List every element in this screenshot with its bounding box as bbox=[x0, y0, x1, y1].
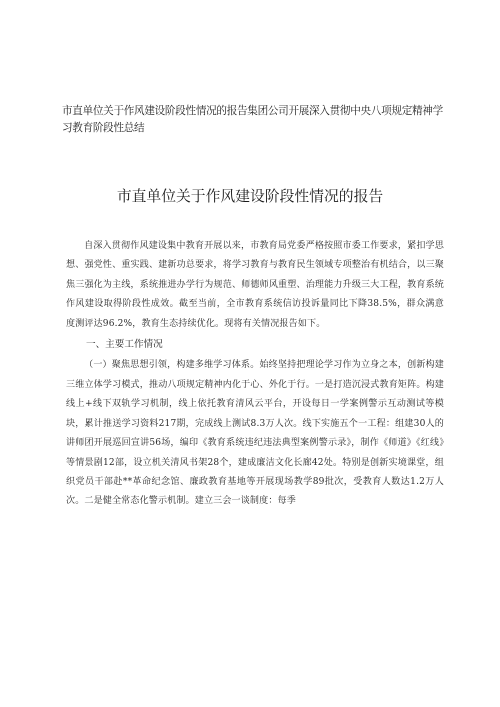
document-title: 市直单位关于作风建设阶段性情况的报告集团公司开展深入贯彻中央八项规定精神学习教育阶段性总结 bbox=[62, 105, 443, 134]
section-paragraph: （一）聚焦思想引领，构建多维学习体系。始终坚持把理论学习作为立身之本，创新构建三维立体学习模式，推动八项规定精神内化于心、外化于行。一是打造沉浸式教育矩阵。构建线上+线下双轨学习机制，线上依托教育清风云平台，开设每日一学案例警示互动测试等模块，累计推送学习资料217期，完成线上测试8.3万人次。线下实施五个一工程：组建30人的讲师团开展巡回宣讲56场，编印《教育系统违纪违法典型案例警示录》，制作《师道》《红线》等情景剧12部，设立机关清风书架28个，建成廉洁文化长廊42处。特别是创新实境课堂，组织党员干部赴**革命纪念馆、廉政教育基地等开展现场教学89批次，受教育人数达1.2万人次。二是健全常态化警示机制。建立三会一谈制度：每季 bbox=[66, 360, 444, 507]
report-heading: 市直单位关于作风建设阶段性情况的报告 bbox=[116, 188, 384, 205]
intro-paragraph: 自深入贯彻作风建设集中教育开展以来，市教育局党委严格按照市委工作要求，紧扣学思想、强党性、重实践、建新功总要求，将学习教育与教育民生领域专项整治有机结合，以三聚焦三强化为主线，系统推进办学行为规范、师德师风重塑、治理能力升级三大工程，教育系统作风建设取得阶段性成效。截至当前，全市教育系统信访投诉量同比下降38.5%，群众满意度测评达96.2%，教育生态持续优化。现将有关情况报告如下。 bbox=[66, 241, 444, 329]
section-heading: 一、主要工作情况 bbox=[86, 339, 163, 351]
report-body bbox=[66, 237, 444, 512]
